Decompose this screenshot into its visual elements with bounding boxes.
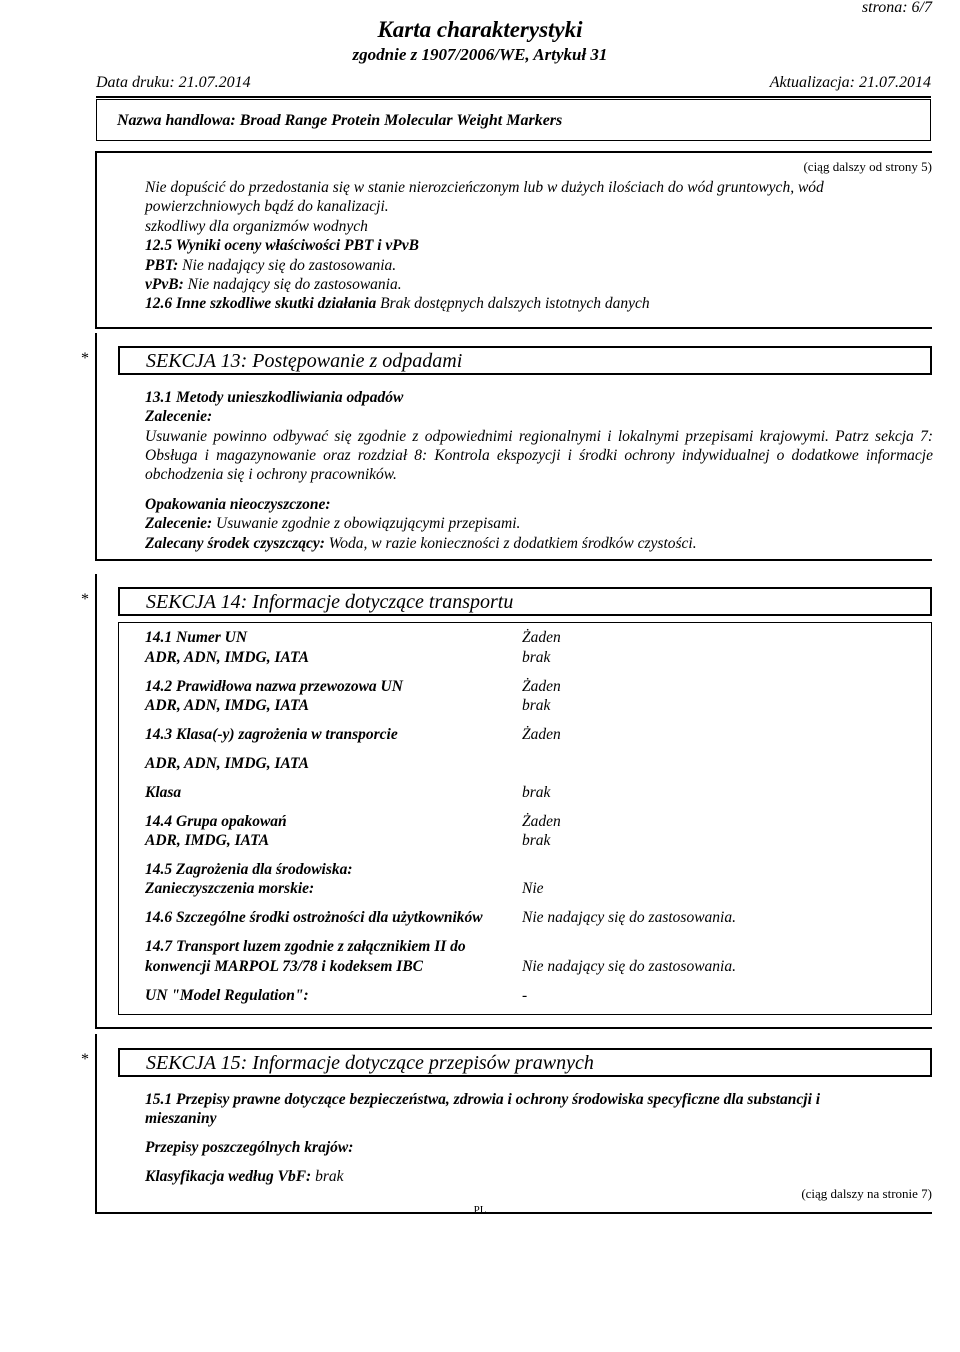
transport-row-label: ADR, ADN, IMDG, IATA	[145, 755, 309, 772]
change-marker: *	[81, 1051, 89, 1068]
sec12-line1: Nie dopuścić do przedostania się w stanie nierozcieńczonym lub w dużych ilościach do wód gruntowych, wód	[145, 179, 824, 196]
vpvb-value: Nie nadający się do zastosowania.	[187, 276, 402, 293]
page-number: strona: 6/7	[861, 0, 932, 16]
change-marker: *	[81, 591, 89, 608]
recommendation-label: Zalecenie:	[145, 408, 213, 425]
header-rule	[96, 96, 931, 98]
heading-15-1-cont: mieszaniny	[145, 1110, 217, 1127]
transport-row-label: 14.1 Numer UN	[145, 629, 248, 646]
transport-row-value: Żaden	[522, 629, 561, 646]
section15-header	[118, 1048, 932, 1077]
section15-left-rule	[95, 1034, 97, 1214]
sec12-line3: szkodliwy dla organizmów wodnych	[145, 218, 368, 235]
transport-row-value: Żaden	[522, 813, 561, 830]
packaging-rec-label: Zalecenie:	[145, 515, 213, 532]
vbf-value: brak	[315, 1168, 344, 1185]
section13-bottom-rule	[95, 559, 932, 561]
trade-name-box	[96, 99, 931, 141]
transport-row-label: 14.3 Klasa(-y) zagrożenia w transporcie	[145, 726, 398, 743]
heading-12-5: 12.5 Wyniki oceny właściwości PBT i vPvB	[145, 237, 419, 254]
section13-header	[118, 346, 932, 375]
heading-12-6-value: Brak dostępnych dalszych istotnych danych	[380, 295, 650, 312]
heading-12-6: 12.6 Inne szkodliwe skutki działania	[145, 295, 377, 312]
vbf-label: Klasyfikacja według VbF:	[145, 1168, 312, 1185]
sec12-line2: powierzchniowych bądź do kanalizacji.	[145, 198, 389, 215]
section14-title: SEKCJA 14: Informacje dotyczące transportu	[146, 591, 514, 613]
continued-from: (ciąg dalszy od strony 5)	[803, 159, 932, 174]
packaging-recommendation	[145, 514, 520, 533]
transport-row-value: Żaden	[522, 678, 561, 695]
heading-12-6-row	[145, 294, 650, 313]
transport-row-label: 14.7 Transport luzem zgodnie z załącznikiem II do	[145, 938, 466, 955]
transport-row-label: UN "Model Regulation":	[145, 987, 309, 1004]
cleaning-agent-value: Woda, w razie konieczności z dodatkiem środków czystości.	[328, 535, 697, 552]
transport-row-value: -	[522, 987, 528, 1004]
packaging-rec-value: Usuwanie zgodnie z obowiązującymi przepisami.	[216, 515, 521, 532]
vbf-row	[145, 1167, 344, 1186]
section14-bottom-rule	[95, 1027, 932, 1029]
recommendation-text: Usuwanie powinno odbywać się zgodnie z odpowiednimi regionalnymi i lokalnymi przepisami krajowymi. Patrz sekcja 7: Obsługa i magazynowanie oraz rozdział 8: Kontrola ekspozycji i środki ochrony indywidualnej o dodatkowe informacje obchodzenia się i ochrony pracowników.	[145, 428, 933, 483]
transport-row-value: Nie	[522, 880, 544, 897]
section14-left-rule	[95, 574, 97, 1028]
pbt-label: PBT:	[145, 257, 179, 274]
language-code: PL	[473, 1204, 487, 1216]
vpvb-row	[145, 275, 402, 294]
transport-row-label: 14.4 Grupa opakowań	[145, 813, 287, 830]
section12-top-rule	[95, 151, 932, 153]
trade-name: Nazwa handlowa: Broad Range Protein Molecular Weight Markers	[117, 112, 563, 129]
continued-on: (ciąg dalszy na stronie 7)	[801, 1186, 932, 1201]
transport-row-label: ADR, IMDG, IATA	[145, 832, 270, 849]
section12-left-rule	[95, 151, 97, 328]
transport-row-value: Nie nadający się do zastosowania.	[522, 958, 736, 975]
transport-row-label: ADR, ADN, IMDG, IATA	[145, 697, 309, 714]
transport-row-label: Klasa	[145, 784, 182, 801]
cleaning-agent	[145, 534, 697, 553]
section15-title: SEKCJA 15: Informacje dotyczące przepisów prawnych	[146, 1052, 594, 1074]
pbt-value: Nie nadający się do zastosowania.	[182, 257, 397, 274]
document-title: Karta charakterystyki	[377, 17, 583, 42]
transport-row-value: Nie nadający się do zastosowania.	[522, 909, 736, 926]
vpvb-label: vPvB:	[145, 276, 184, 293]
section13-left-rule	[95, 333, 97, 560]
transport-row-value: brak	[522, 649, 551, 666]
section13-title: SEKCJA 13: Postępowanie z odpadami	[146, 350, 463, 372]
transport-row-label: ADR, ADN, IMDG, IATA	[145, 649, 309, 666]
cleaning-agent-label: Zalecany środek czyszczący:	[145, 535, 325, 552]
heading-13-1: 13.1 Metody unieszkodliwiania odpadów	[145, 389, 404, 406]
country-regulations-label: Przepisy poszczególnych krajów:	[145, 1139, 354, 1156]
pbt-row	[145, 256, 396, 275]
heading-15-1: 15.1 Przepisy prawne dotyczące bezpieczeństwa, zdrowia i ochrony środowiska specyficzne dla substancji i	[145, 1091, 821, 1108]
change-marker: *	[81, 350, 89, 367]
document-subtitle: zgodnie z 1907/2006/WE, Artykuł 31	[352, 45, 608, 64]
transport-row-value: brak	[522, 697, 551, 714]
transport-row-label: Zanieczyszczenia morskie:	[145, 880, 315, 897]
update-date: Aktualizacja: 21.07.2014	[769, 74, 931, 91]
transport-row-label: 14.5 Zagrożenia dla środowiska:	[145, 861, 353, 878]
transport-row-value: brak	[522, 784, 551, 801]
transport-row-value: Żaden	[522, 726, 561, 743]
print-date: Data druku: 21.07.2014	[96, 74, 251, 91]
transport-row-label: konwencji MARPOL 73/78 i kodeksem IBC	[145, 958, 424, 975]
transport-row-label: 14.6 Szczególne środki ostrożności dla użytkowników	[145, 909, 483, 926]
packaging-label: Opakowania nieoczyszczone:	[145, 496, 331, 513]
transport-row-value: brak	[522, 832, 551, 849]
section12-bottom-rule	[95, 327, 932, 329]
transport-row-label: 14.2 Prawidłowa nazwa przewozowa UN	[145, 678, 403, 695]
section14-header	[118, 587, 932, 616]
